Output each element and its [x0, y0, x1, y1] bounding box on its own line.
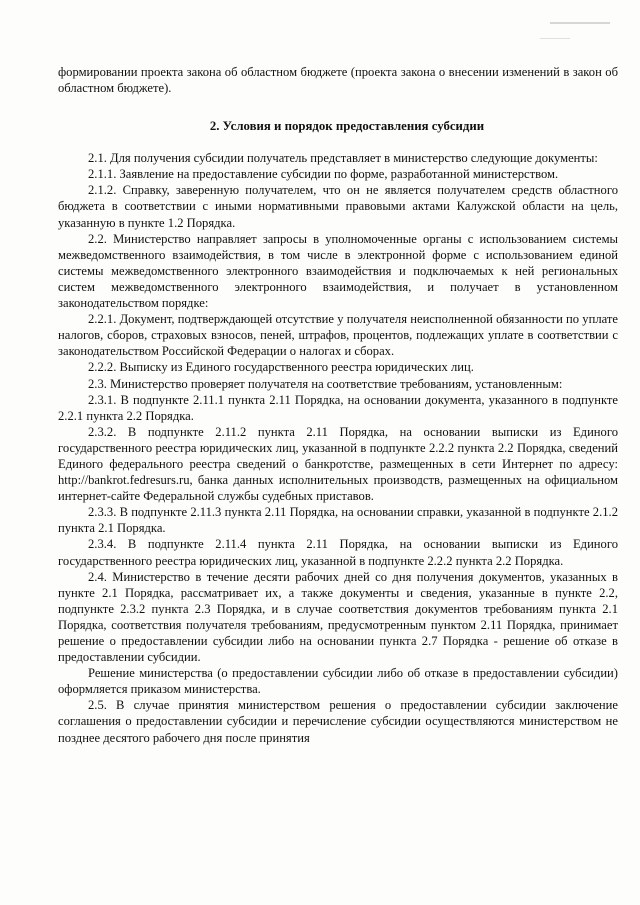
- paragraph-2-3-3: 2.3.3. В подпункте 2.11.3 пункта 2.11 Порядка, на основании справки, указанной в подпункте 2.1.2 пункта 2.1 Порядка.: [58, 505, 618, 536]
- paragraph-2-2-2: 2.2.2. Выписку из Единого государственного реестра юридических лиц.: [88, 360, 474, 375]
- scan-artifact: [550, 22, 610, 24]
- paragraph-2-1-1: 2.1.1. Заявление на предоставление субсидии по форме, разработанной министерством.: [88, 167, 559, 182]
- paragraph-2-3: 2.3. Министерство проверяет получателя на соответствие требованиям, установленным:: [88, 376, 563, 391]
- scan-artifact: [540, 38, 570, 39]
- paragraph-2-1: 2.1. Для получения субсидии получатель представляет в министерство следующие документы:: [88, 151, 598, 166]
- paragraph-2-1-2: 2.1.2. Справку, заверенную получателем, что он не является получателем средств областного бюджета в соответствии с иными нормативными правовыми актами Калужской области на цель, указанную в пункте 1.2 Порядка.: [58, 183, 618, 230]
- paragraph-2-3-4: 2.3.4. В подпункте 2.11.4 пункта 2.11 Порядка, на основании выписки из Единого государственного реестра юридических лиц, указанной в подпункте 2.2.2 пункта 2.2 Порядка.: [58, 537, 618, 568]
- paragraph-2-4: 2.4. Министерство в течение десяти рабочих дней со дня получения документов, указанных в пункте 2.1 Порядка, рассматривает их, а также документы и сведения, указанные в пункте 2.2, подпункте 2.3.2 пункта 2.3 Порядка, и в случае соответствия документов требованиям пункта 2.1 Порядка, соответствия получателя требованиям, предусмотренным пунктом 2.11 Порядка, принимает решение о предоставлении субсидии либо на основании пункта 2.7 Порядка - решение об отказе в предоставлении субсидии.: [58, 569, 618, 665]
- paragraph-2-2-1: 2.2.1. Документ, подтверждающей отсутствие у получателя неисполненной обязанности по уплате налогов, сборов, страховых взносов, пеней, штрафов, процентов, подлежащих уплате в соответствии с законодательством Российской Федерации о налогах и сборах.: [58, 312, 618, 359]
- paragraph-decision: Решение министерства (о предоставлении субсидии либо об отказе в предоставлении субсидии) оформляется приказом министерства.: [58, 666, 618, 697]
- paragraph-2-3-1: 2.3.1. В подпункте 2.11.1 пункта 2.11 Порядка, на основании документа, указанного в подпункте 2.2.1 пункта 2.2 Порядка.: [58, 392, 618, 423]
- section-heading: 2. Условия и порядок предоставления субсидии: [209, 119, 485, 134]
- paragraph-2-2: 2.2. Министерство направляет запросы в уполномоченные органы с использованием системы межведомственного взаимодействия, в том числе в электронной форме с использованием единой системы межведомственного электронного взаимодействия и подключаемых к ней региональных систем межведомственного электронного взаимодействия, и получает в установленном законодательством порядке:: [58, 231, 618, 311]
- paragraph-2-3-2: 2.3.2. В подпункте 2.11.2 пункта 2.11 Порядка, на основании выписки из Единого государственного реестра юридических лиц, указанной в подпункте 2.2.2 пункта 2.2 Порядка, сведений Единого федерального реестра сведений о банкротстве, размещенных в сети Интернет по адресу: http://bankrot.fedresurs.ru, банка данных исполнительных производств, размещенных на официальном интернет-сайте Федеральной службы судебных приставов.: [58, 424, 618, 504]
- paragraph-2-5: 2.5. В случае принятия министерством решения о предоставлении субсидии заключение соглашения о предоставлении субсидии и перечисление субсидии осуществляются министерством не позднее десятого рабочего дня после принятия: [58, 698, 618, 745]
- intro-paragraph: формировании проекта закона об областном бюджете (проекта закона о внесении изменений в закон об областном бюджете).: [58, 65, 618, 96]
